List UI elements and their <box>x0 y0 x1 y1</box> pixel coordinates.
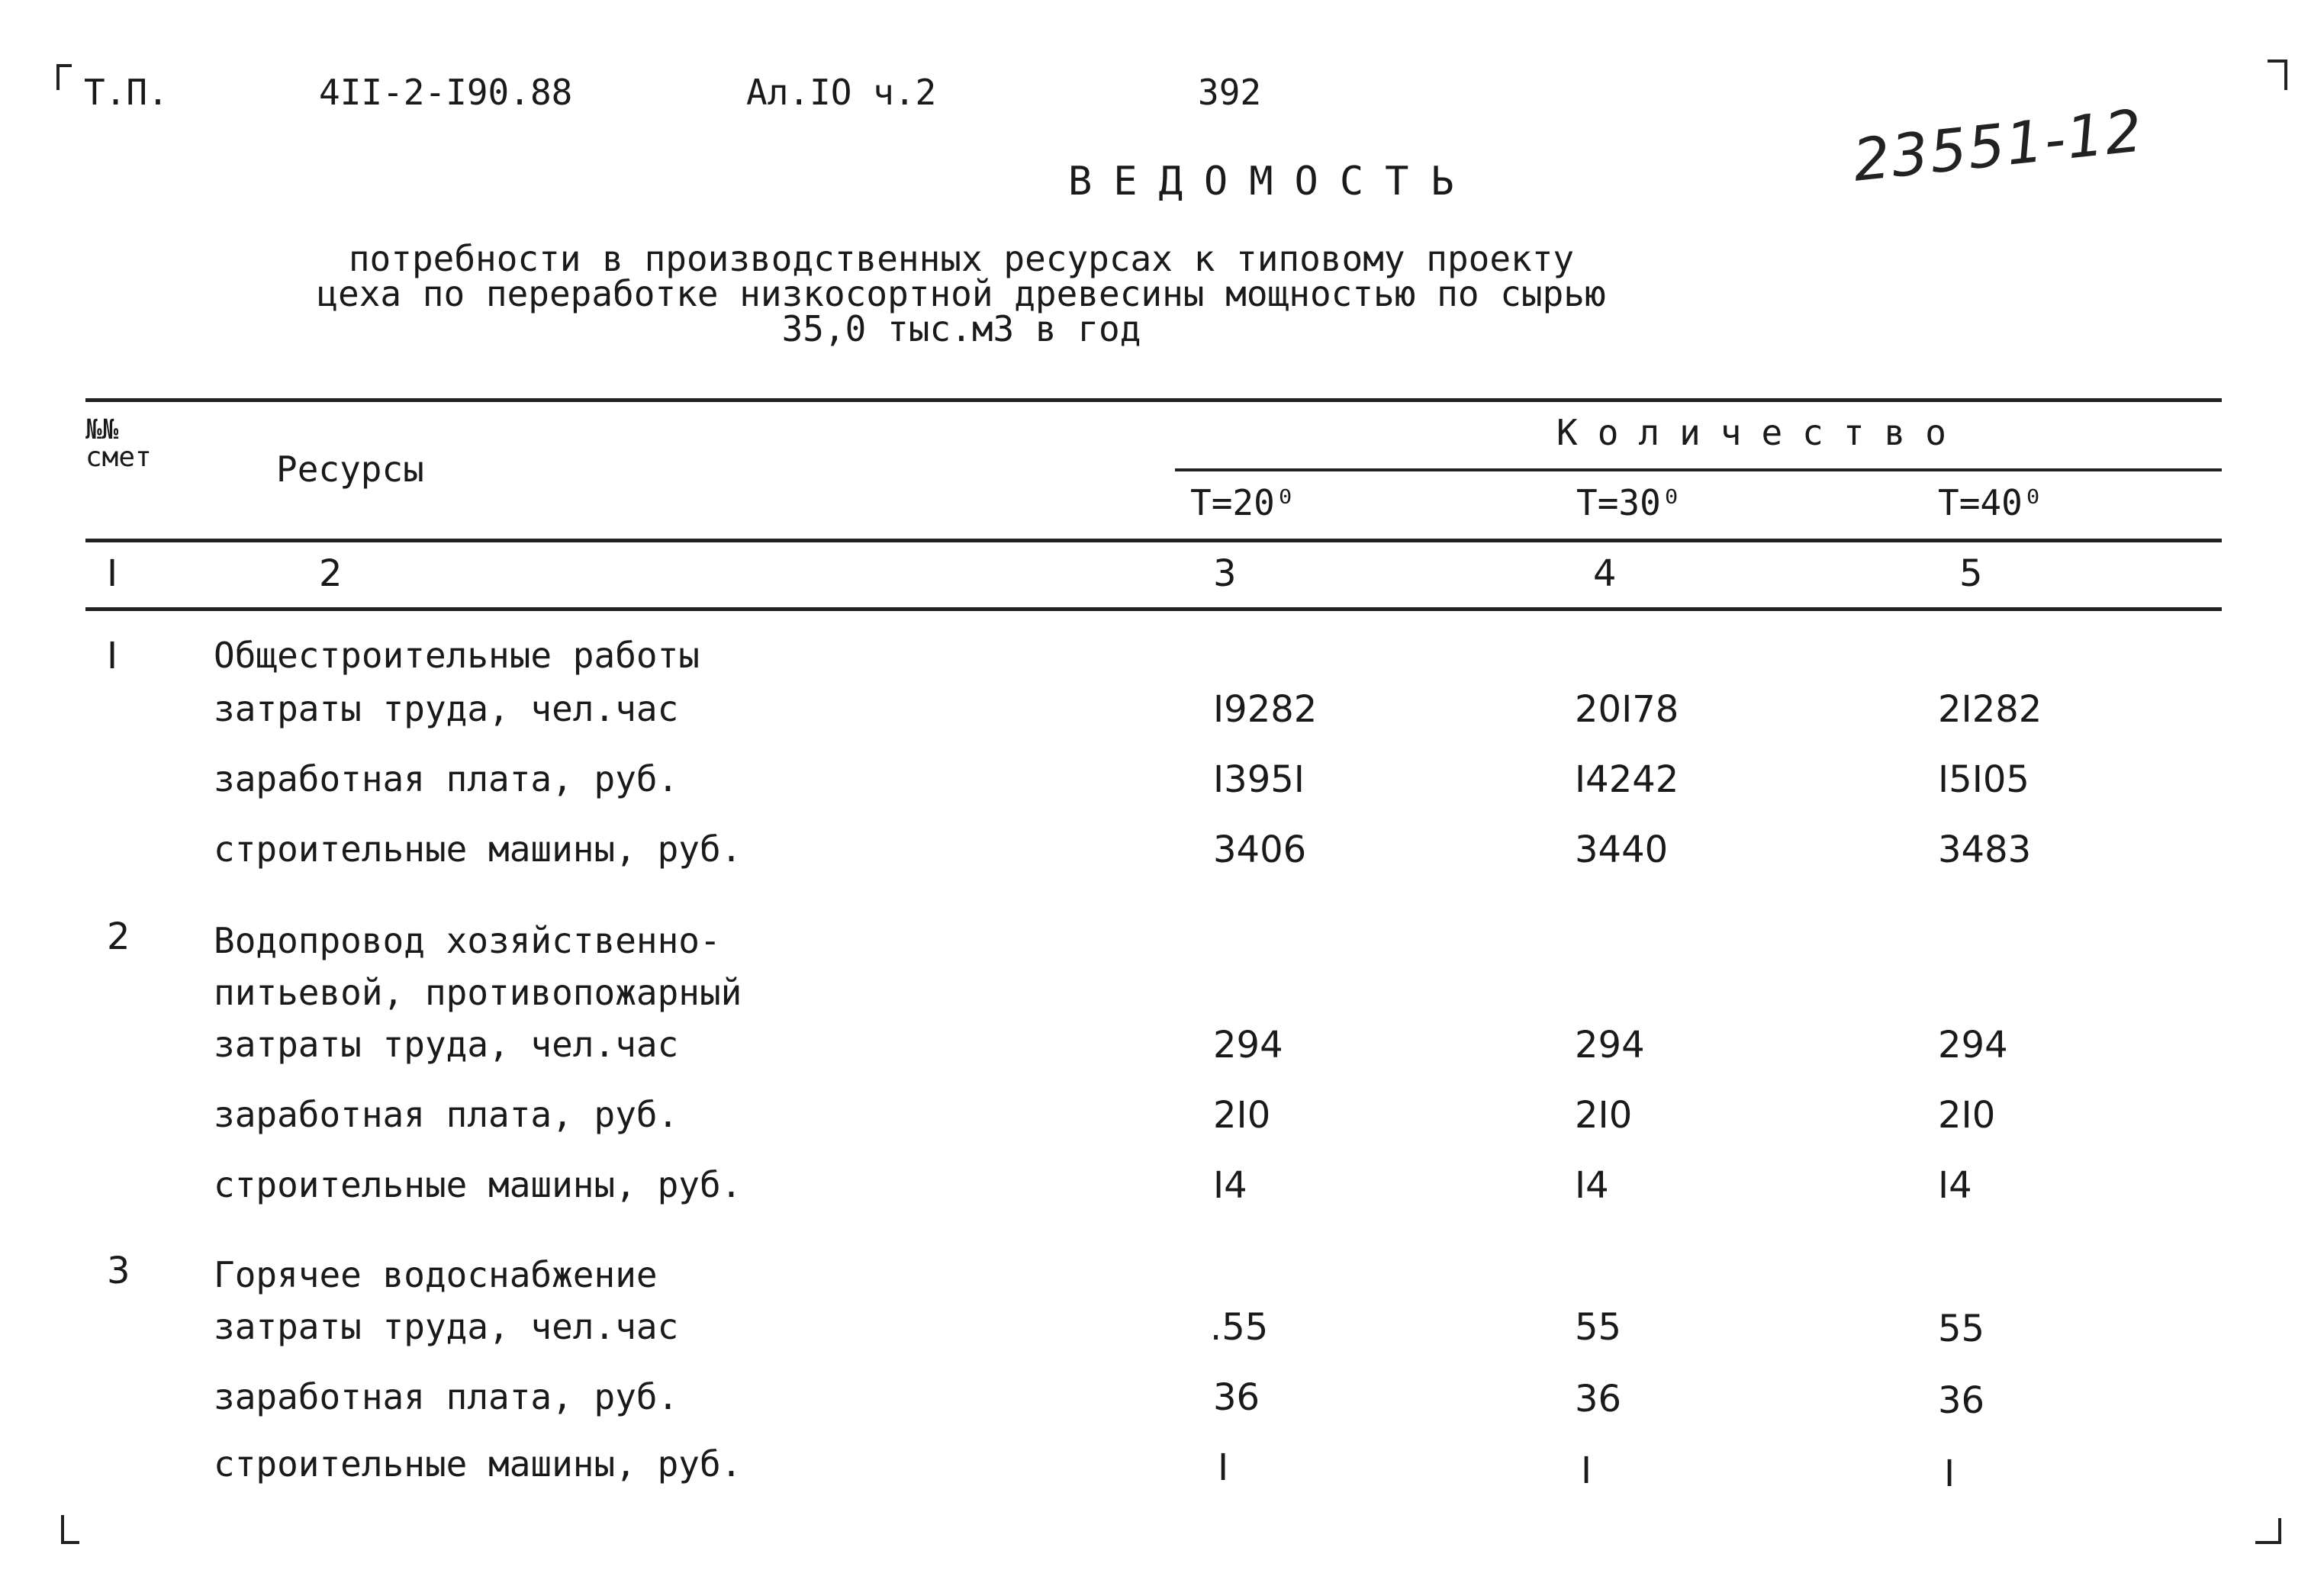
cell-t30: I4 <box>1575 1164 1609 1207</box>
row-label: строительные машины, руб. <box>214 828 742 870</box>
section-number: 2 <box>107 915 130 958</box>
corner-mark-top-right <box>2268 60 2287 90</box>
section-number: I <box>107 635 118 677</box>
cell-t20: 2I0 <box>1213 1094 1271 1137</box>
col-header-num: №№ смет <box>85 414 152 473</box>
corner-mark-bottom-right <box>2255 1518 2281 1544</box>
subtitle-line-3: 35,0 тыс.м3 в год <box>781 308 1141 349</box>
row-label: строительные машины, руб. <box>214 1164 742 1205</box>
col-number-1: I <box>107 552 118 595</box>
cell-t20: 36 <box>1213 1376 1260 1419</box>
row-label: затраты труда, чел.час <box>214 1306 679 1347</box>
cell-t40: 2I0 <box>1938 1094 1996 1137</box>
col-header-t40: Т=40⁰ <box>1938 482 2044 523</box>
col-number-4: 4 <box>1593 552 1617 595</box>
row-label: заработная плата, руб. <box>214 1094 679 1135</box>
cell-t20: I395I <box>1213 758 1305 801</box>
cell-t30: 36 <box>1575 1378 1622 1420</box>
cell-t20: I <box>1218 1446 1229 1489</box>
col-number-5: 5 <box>1959 552 1983 595</box>
cell-t20: I4 <box>1213 1164 1247 1207</box>
cell-t30: 3440 <box>1575 828 1669 871</box>
cell-t40: I5I05 <box>1938 758 2029 801</box>
cell-t30: 2I0 <box>1575 1094 1633 1137</box>
row-label: затраты труда, чел.час <box>214 1024 679 1065</box>
col-number-2: 2 <box>319 552 343 595</box>
header-page-number: 392 <box>1198 72 1262 113</box>
cell-t30: 20I78 <box>1575 688 1679 731</box>
header-bottom-rule <box>85 539 2222 542</box>
cell-t40: 55 <box>1938 1308 1985 1350</box>
cell-t20: 3406 <box>1213 828 1307 871</box>
handwritten-stamp-number: 23551-12 <box>1849 96 2147 195</box>
col-header-t30: Т=30⁰ <box>1576 482 1682 523</box>
corner-mark-top-left <box>56 64 72 90</box>
row-label: затраты труда, чел.час <box>214 688 679 729</box>
table-top-rule <box>85 398 2222 402</box>
col-header-t20: Т=20⁰ <box>1190 482 1296 523</box>
col-header-resources: Ресурсы <box>276 449 424 490</box>
cell-t40: 294 <box>1938 1024 2008 1066</box>
subtitle-line-2: цеха по переработке низкосортной древесины мощностью по сырью <box>317 273 1606 314</box>
cell-t30: I <box>1581 1449 1592 1492</box>
cell-t20: I9282 <box>1213 688 1318 731</box>
subtitle-line-1: потребности в производственных ресурсах к типовому проекту <box>348 238 1575 279</box>
cell-t40: 36 <box>1938 1379 1985 1422</box>
quantity-group-rule <box>1175 468 2222 471</box>
col-number-3: 3 <box>1213 552 1237 595</box>
section-title: Общестроительные работы <box>214 635 700 676</box>
row-label: строительные машины, руб. <box>214 1443 742 1485</box>
col-header-quantity: Количество <box>1556 412 1966 453</box>
section-title-cont: питьевой, противопожарный <box>214 972 742 1013</box>
header-tp: Т.П. <box>84 72 169 113</box>
section-number: 3 <box>107 1250 130 1292</box>
col-number-bottom-rule <box>85 607 2222 611</box>
cell-t40: I <box>1944 1452 1955 1495</box>
cell-t30: 55 <box>1575 1306 1622 1349</box>
cell-t20: 294 <box>1213 1024 1283 1066</box>
section-title: Горячее водоснабжение <box>214 1254 658 1295</box>
section-title: Водопровод хозяйственно- <box>214 920 721 961</box>
header-project-code: 4II-2-I90.88 <box>319 72 573 113</box>
document-title: ВЕДОМОСТЬ <box>1068 159 1476 204</box>
cell-t40: I4 <box>1938 1164 1972 1207</box>
header-album: Ал.IO ч.2 <box>746 72 937 113</box>
cell-t40: 3483 <box>1938 828 2032 871</box>
corner-mark-bottom-left <box>61 1515 79 1544</box>
cell-t30: I4242 <box>1575 758 1679 801</box>
cell-t40: 2I282 <box>1938 688 2042 731</box>
cell-t30: 294 <box>1575 1024 1645 1066</box>
row-label: заработная плата, руб. <box>214 1376 679 1417</box>
cell-t20: .55 <box>1210 1306 1269 1349</box>
row-label: заработная плата, руб. <box>214 758 679 799</box>
